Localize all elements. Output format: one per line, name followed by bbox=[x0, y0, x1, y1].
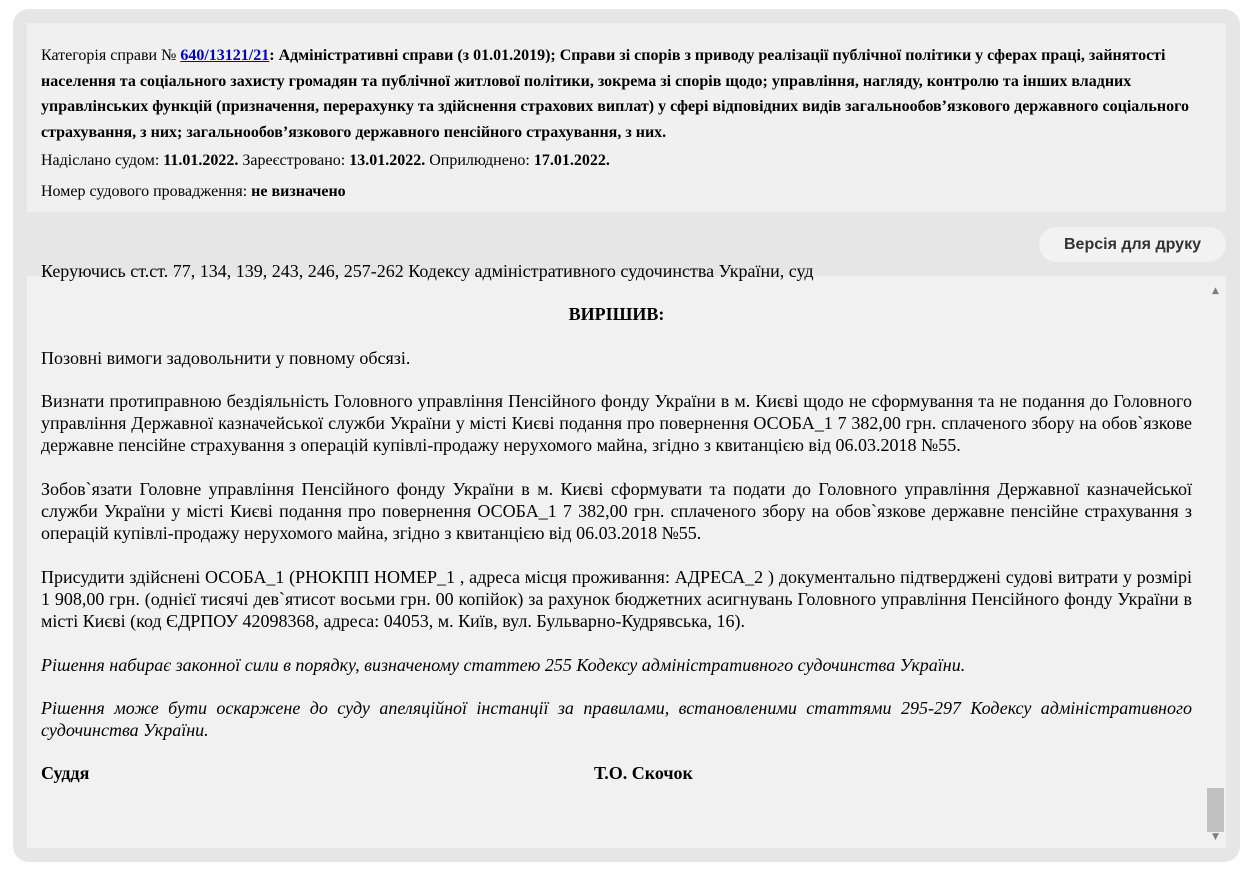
sent-label: Надіслано судом: bbox=[41, 152, 160, 169]
category-text: : Адміністративні справи (з 01.01.2019); Справи зі спорів з приводу реалізації публічної політики у сферах праці, зайнятості населення та соціального захисту громадян та публічної житлової політики, зокрема зі спорів щодо; управління, нагляду, контролю та інших владних управлінських функцій (призначення, перерахунку та здійснення страхових виплат) у сфері відповідних видів загальнообов’язкового державного соціального страхування, з них; загальнообов’язкового державного пенсійного страхування, з них. bbox=[41, 47, 1189, 141]
paragraph-obligation: Зобов`язати Головне управління Пенсійного фонду України в м. Києві сформувати та подати до Головного управління Державної казначейської служби України у місті Києві подання про повернення ОСОБА_1 7 382,00 грн. сплаченого збору на обов`язкове державне пенсійне страхування з операцій купівлі-продажу нерухомого майна, згідно з квитанцією від 06.03.2018 №55. bbox=[41, 478, 1192, 544]
judge-name: Т.О. Скочок bbox=[594, 763, 693, 784]
decision-text-area[interactable] bbox=[27, 261, 1226, 848]
document-viewer bbox=[13, 9, 1240, 862]
paragraph-appeal: Рішення може бути оскаржене до суду апеляційної інстанції за правилами, встановленими статтями 295-297 Кодексу адміністративного судочинства України. bbox=[41, 697, 1192, 741]
published-label: Оприлюднено: bbox=[429, 152, 530, 169]
proceeding-value: не визначено bbox=[251, 182, 346, 200]
category-prefix: Категорія справи № bbox=[41, 47, 177, 64]
registered-date: 13.01.2022. bbox=[349, 152, 426, 169]
proceeding-number bbox=[41, 179, 1212, 205]
judge-label: Суддя bbox=[41, 763, 90, 784]
vertical-scrollbar[interactable] bbox=[1205, 276, 1226, 848]
signature-row bbox=[41, 762, 1192, 784]
proceeding-label: Номер судового провадження: bbox=[41, 182, 248, 200]
scroll-down-arrow-icon[interactable]: ▼ bbox=[1212, 832, 1219, 842]
paragraph-claims-satisfied: Позовні вимоги задовольнити у повному обсязі. bbox=[41, 347, 411, 368]
case-category bbox=[41, 43, 1212, 145]
scroll-thumb[interactable] bbox=[1207, 788, 1224, 832]
case-dates bbox=[41, 148, 1212, 174]
partial-line: Керуючись ст.ст. 77, 134, 139, 243, 246, 257-262 Кодексу адміністративного судочинства України, суд bbox=[41, 261, 814, 281]
decision-heading: ВИРІШИВ: bbox=[568, 304, 665, 325]
case-metadata-panel bbox=[27, 23, 1226, 212]
paragraph-court-costs: Присудити здійснені ОСОБА_1 (РНОКПП НОМЕР_1 , адреса місця проживання: АДРЕСА_2 ) документально підтверджені судові витрати у розмірі 1 908,00 грн. (однієї тисячі дев`ятисот восьми грн. 00 копійок) за рахунок бюджетних асигнувань Головного управління Пенсійного фонду України в місті Києві (код ЄДРПОУ 42098368, адреса: 04053, м. Київ, вул. Бульварно-Кудрявська, 16). bbox=[41, 566, 1192, 632]
paragraph-inaction-unlawful: Визнати протиправною бездіяльність Головного управління Пенсійного фонду України в м. Києві щодо не сформування та не подання до Головного управління Державної казначейської служби України у місті Києві подання про повернення ОСОБА_1 7 382,00 грн. сплаченого збору на обов`язкове державне пенсійне страхування з операцій купівлі-продажу нерухомого майна, згідно з квитанцією від 06.03.2018 №55. bbox=[41, 390, 1192, 456]
registered-label: Зареєстровано: bbox=[242, 152, 346, 169]
decision-content bbox=[41, 260, 1192, 784]
print-version-button[interactable]: Версія для друку bbox=[1039, 227, 1226, 262]
published-date: 17.01.2022. bbox=[533, 152, 610, 169]
paragraph-entry-into-force: Рішення набирає законної сили в порядку, визначеному статтею 255 Кодексу адміністративного судочинства України. bbox=[41, 654, 966, 675]
case-number-link[interactable]: 640/13121/21 bbox=[180, 47, 270, 64]
sent-date: 11.01.2022. bbox=[163, 152, 239, 169]
scroll-up-arrow-icon[interactable]: ▲ bbox=[1212, 286, 1219, 296]
